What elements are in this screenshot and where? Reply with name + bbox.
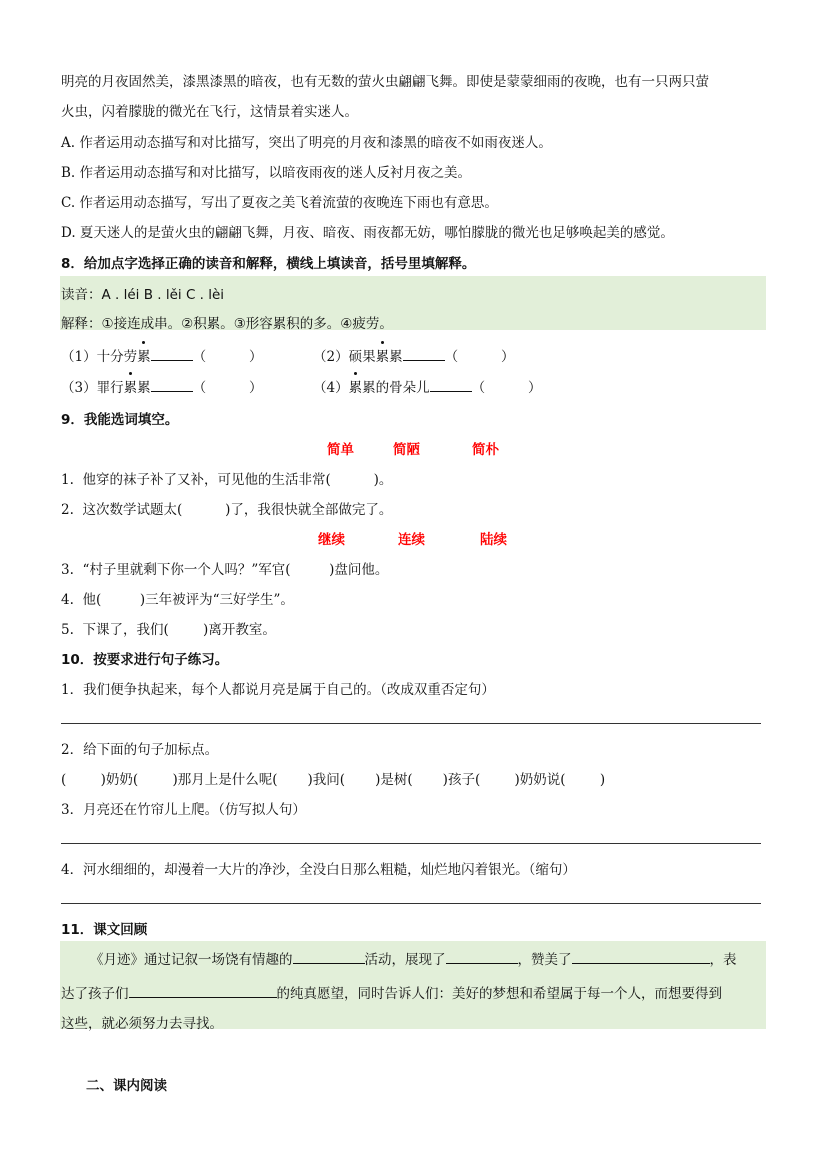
q10-punctuation-line: ( )奶奶( )那月上是什么呢( )我问( )是树( )孩子( )奶奶说( ) (61, 772, 606, 788)
item-pre: 罪行 (96, 380, 124, 396)
text: 的纯真愿望，同时告诉人们：美好的梦想和希望属于每一个人，而想要得到 (276, 986, 722, 1002)
option-b: B. 作者运用动态描写和对比描写，以暗夜雨夜的迷人反衬月夜之美。 (61, 165, 472, 181)
item-pre: 十分劳 (96, 349, 138, 365)
dotted-char: 累 (137, 345, 151, 365)
answer-line-2[interactable] (61, 843, 761, 844)
answer-paren[interactable]: （ ） (192, 380, 263, 396)
answer-paren[interactable]: （ ） (471, 380, 542, 396)
fill-blank-1[interactable] (293, 951, 365, 964)
text: 达了孩子们 (61, 986, 129, 1002)
answer-paren[interactable]: （ ） (444, 349, 515, 365)
q11-line-3: 这些，就必须努力去寻找。 (61, 1016, 223, 1032)
q11-line-1 (90, 948, 737, 968)
q9-title: 9．我能选词填空。 (61, 412, 179, 428)
q9-sentence-2: 2. 这次数学试题太( )了，我很快就全部做完了。 (61, 502, 393, 518)
option-a: A. 作者运用动态描写和对比描写，突出了明亮的月夜和漆黑的暗夜不如雨夜迷人。 (61, 135, 552, 151)
q8-meaning: 解释：①接连成串。②积累。③形容累积的多。④疲劳。 (61, 316, 393, 332)
answer-blank[interactable] (151, 379, 193, 392)
q8-title: 8．给加点字选择正确的读音和解释，横线上填读音，括号里填解释。 (61, 256, 476, 272)
section-2-title: 二、课内阅读 (86, 1078, 167, 1094)
word-choice-5: 连续 (398, 532, 425, 548)
fill-blank-4[interactable] (129, 985, 277, 998)
text: 活动，展现了 (364, 952, 446, 968)
text: 《月迹》通过记叙一场饶有情趣的 (90, 952, 293, 968)
q8-item-2 (313, 345, 515, 365)
q10-sentence-4: 4．河水细细的，却漫着一大片的净沙，全没白日那么粗糙，灿烂地闪着银光。（缩句） (61, 862, 576, 878)
item-pre: 硕果 (348, 349, 376, 365)
passage-line-2: 火虫，闪着朦胧的微光在飞行，这情景着实迷人。 (61, 104, 358, 120)
answer-paren[interactable]: （ ） (192, 349, 263, 365)
q8-pronunciation: 读音：A . léi B . lěi C . lèi (61, 287, 225, 303)
answer-line-1[interactable] (61, 723, 761, 724)
dotted-char: 累 (124, 376, 138, 396)
q9-sentence-4: 4. 他( )三年被评为“三好学生”。 (61, 592, 294, 608)
item-post: 累 (137, 380, 151, 396)
q9-sentence-1: 1. 他穿的袜子补了又补，可见他的生活非常( )。 (61, 472, 393, 488)
q9-sentence-5: 5. 下课了，我们( )离开教室。 (61, 622, 276, 638)
q11-title: 11．课文回顾 (61, 922, 148, 938)
word-choice-1: 简单 (327, 442, 354, 458)
item-number: （2） (313, 349, 349, 365)
item-post: 累的骨朵儿 (362, 380, 430, 396)
option-c: C. 作者运用动态描写，写出了夏夜之美飞着流萤的夜晚连下雨也有意思。 (61, 195, 498, 211)
fill-blank-3[interactable] (572, 951, 710, 964)
q8-item-3 (61, 376, 263, 396)
q8-item-1 (61, 345, 263, 365)
answer-blank[interactable] (151, 348, 193, 361)
answer-blank[interactable] (430, 379, 472, 392)
item-post: 累 (389, 349, 403, 365)
q8-item-4 (313, 376, 542, 396)
q9-sentence-3: 3. “村子里就剩下你一个人吗？”军官( )盘问他。 (61, 562, 389, 578)
dotted-char: 累 (349, 376, 363, 396)
word-choice-2: 简陋 (393, 442, 420, 458)
text: ，赞美了 (517, 952, 572, 968)
word-choice-4: 继续 (318, 532, 345, 548)
option-d: D. 夏天迷人的是萤火虫的翩翩飞舞，月夜、暗夜、雨夜都无妨，哪怕朦胧的微光也足够唤起美的感觉。 (61, 225, 674, 241)
q11-line-2 (61, 982, 722, 1002)
item-number: （4） (313, 380, 349, 396)
item-number: （1） (61, 349, 97, 365)
answer-line-3[interactable] (61, 903, 761, 904)
q10-title: 10．按要求进行句子练习。 (61, 652, 229, 668)
item-number: （3） (61, 380, 97, 396)
fill-blank-2[interactable] (446, 951, 518, 964)
passage-line-1: 明亮的月夜固然美，漆黑漆黑的暗夜，也有无数的萤火虫翩翩飞舞。即使是蒙蒙细雨的夜晚，也有一只两只萤 (61, 74, 709, 90)
q10-sentence-3: 3．月亮还在竹帘儿上爬。（仿写拟人句） (61, 802, 306, 818)
word-choice-6: 陆续 (480, 532, 507, 548)
q10-sentence-2: 2．给下面的句子加标点。 (61, 742, 219, 758)
q10-sentence-1: 1．我们便争执起来，每个人都说月亮是属于自己的。（改成双重否定句） (61, 682, 495, 698)
dotted-char: 累 (376, 345, 390, 365)
word-choice-3: 简朴 (472, 442, 499, 458)
text: ，表 (709, 952, 737, 968)
answer-blank[interactable] (403, 348, 445, 361)
